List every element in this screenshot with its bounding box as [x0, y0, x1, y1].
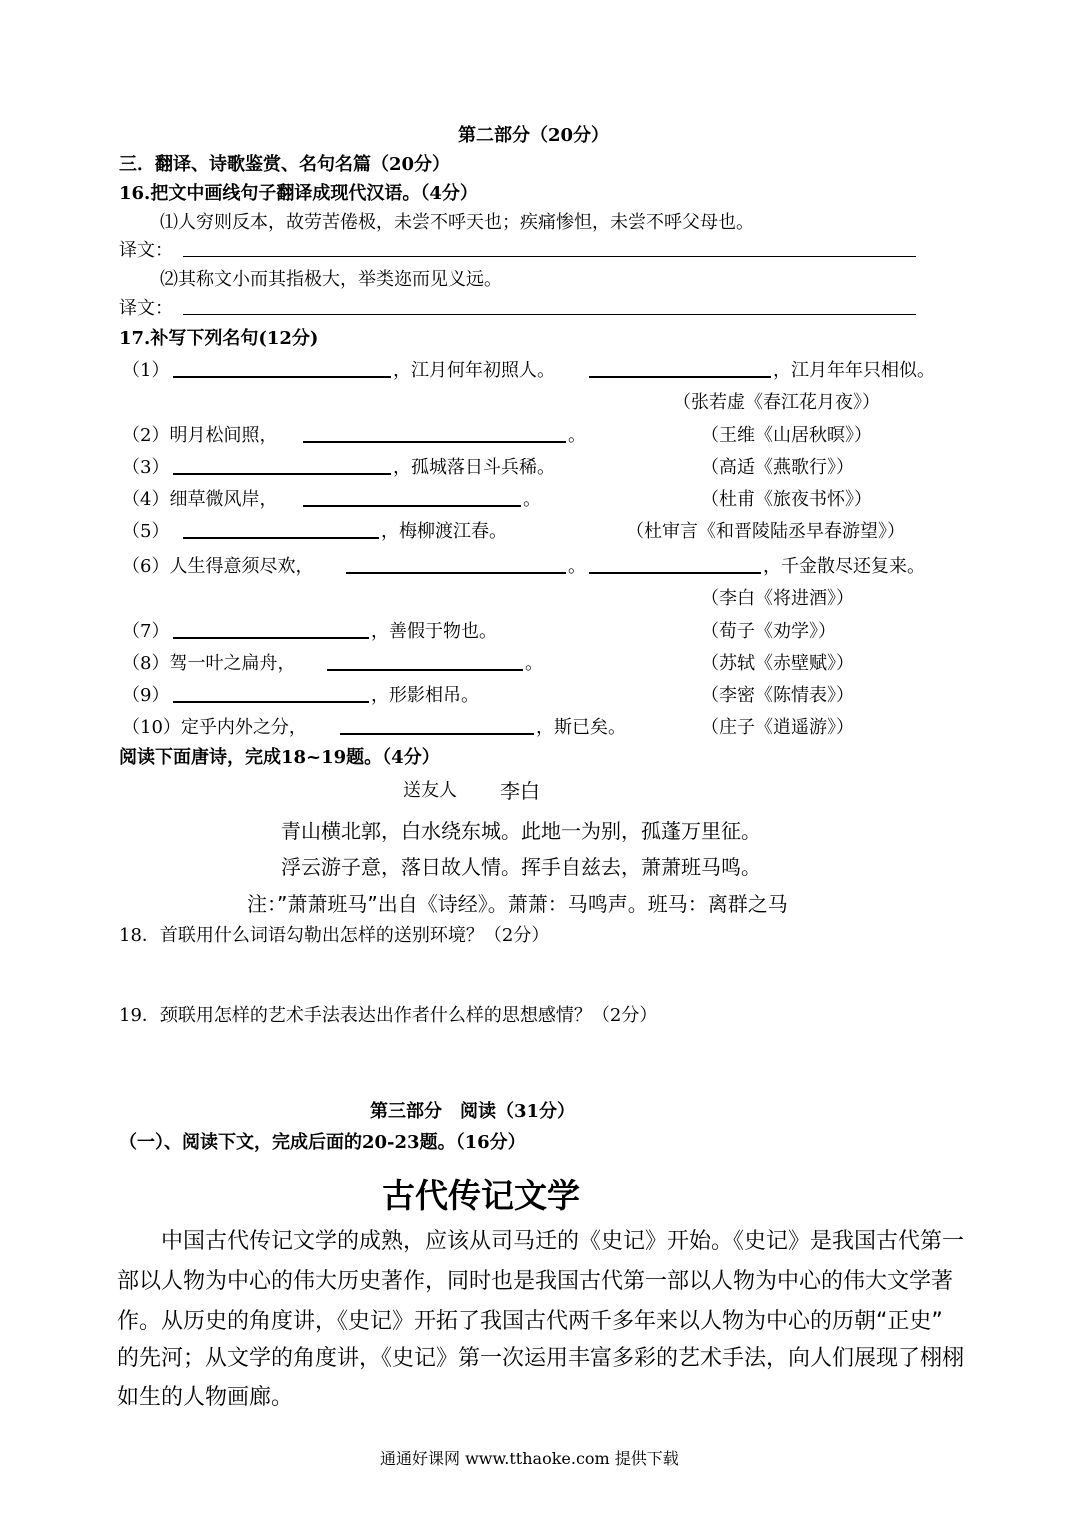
q17-item-6-num: （6）人生得意须尽欢，: [122, 556, 314, 577]
article-line-3: 作。从历史的角度讲，《史记》开拓了我国古代两千多年来以人物为中心的历朝“正史”: [117, 1309, 943, 1334]
blank-1b: [589, 376, 771, 378]
q17-item-8-end: 。: [525, 653, 543, 674]
q17-item-6-source: （李白《将进酒》）: [701, 588, 854, 609]
q17-item-10-num: （10）定乎内外之分，: [122, 717, 307, 738]
article-line-4: 的先河；从文学的角度讲，《史记》第一次运用丰富多彩的艺术手法，向人们展现了栩栩: [117, 1346, 965, 1371]
q17-item-2-source: （王维《山居秋暝》）: [701, 425, 872, 446]
blank-8: [327, 669, 523, 671]
q17-item-1-source: （张若虚《春江花月夜》）: [673, 392, 880, 413]
article-title: 古代传记文学: [382, 1176, 580, 1215]
blank-4: [303, 505, 521, 507]
poem-line-2: 浮云游子意，落日故人情。挥手自兹去，萧萧班马鸣。: [281, 855, 761, 879]
blank-7: [173, 637, 369, 639]
q17-item-5-source: （杜审言《和晋陵陆丞早春游望》）: [626, 521, 905, 542]
q16-translation-label-1: 译文：: [119, 240, 173, 261]
q18-text: 18．首联用什么词语勾勒出怎样的送别环境？（2分）: [119, 925, 550, 946]
poem-author: 李白: [500, 779, 540, 803]
article-line-1: 中国古代传记文学的成熟，应该从司马迁的《史记》开始。《史记》是我国古代第一: [117, 1229, 965, 1254]
part3-heading: 第三部分 阅读（31分）: [370, 1101, 576, 1122]
part2-heading: 第二部分（20分）: [458, 125, 610, 146]
q17-item-7-num: （7）: [122, 621, 170, 642]
part3-subheading: （一）、阅读下文，完成后面的20-23题。（16分）: [119, 1132, 526, 1153]
q17-item-7-source: （荀子《劝学》）: [701, 621, 836, 642]
q17-item-9-num: （9）: [122, 685, 170, 706]
q17-item-1-mid: ，江月何年初照人。: [393, 360, 555, 381]
translation-line-1: [183, 256, 916, 257]
blank-3: [173, 473, 391, 475]
q17-item-1-end: ，江月年年只相似。: [773, 360, 935, 381]
q16-translation-label-2: 译文：: [119, 298, 173, 319]
q17-item-5-num: （5）: [122, 521, 170, 542]
q17-item-2-num: （2）明月松间照，: [122, 425, 278, 446]
q17-item-3-source: （高适《燕歌行》）: [701, 457, 854, 478]
q19-text: 19．颈联用怎样的艺术手法表达出作者什么样的思想感情？（2分）: [119, 1005, 658, 1026]
section3-heading: 三．翻译、诗歌鉴赏、名句名篇（20分）: [119, 154, 451, 175]
q17-item-5-end: ，梅柳渡江春。: [381, 521, 507, 542]
q17-item-3-end: ，孤城落日斗兵稀。: [393, 457, 555, 478]
q17-item-3-num: （3）: [122, 457, 170, 478]
q17-title: 17.补写下列名句(12分): [119, 328, 319, 349]
q17-item-2-end: 。: [568, 425, 586, 446]
blank-10: [340, 733, 534, 735]
poem-intro: 阅读下面唐诗，完成18~19题。（4分）: [119, 747, 440, 768]
q17-item-9-end: ，形影相吊。: [371, 685, 479, 706]
poem-line-1: 青山横北郭，白水绕东城。此地一为别，孤蓬万里征。: [281, 819, 761, 843]
q16-sentence-2: ⑵其称文小而其指极大，举类迩而见义远。: [160, 269, 502, 290]
q17-item-10-end: ，斯已矣。: [536, 717, 626, 738]
q17-item-9-source: （李密《陈情表》）: [701, 685, 854, 706]
blank-6a: [346, 572, 566, 574]
q17-item-1-num: （1）: [122, 360, 170, 381]
blank-9: [173, 701, 369, 703]
q17-item-6-mid: 。: [568, 556, 586, 577]
article-line-5: 如生的人物画廊。: [117, 1385, 294, 1410]
q17-item-4-end: 。: [523, 489, 541, 510]
blank-5: [183, 537, 379, 539]
blank-6b: [589, 572, 761, 574]
q17-item-6-end: ，千金散尽还复来。: [763, 556, 925, 577]
q17-item-7-end: ，善假于物也。: [371, 621, 497, 642]
poem-title: 送友人: [403, 780, 457, 801]
q17-item-4-source: （杜甫《旅夜书怀》）: [701, 489, 872, 510]
poem-note: 注：”萧萧班马”出自《诗经》。萧萧：马鸣声。班马：离群之马: [247, 892, 788, 916]
q16-title: 16.把文中画线句子翻译成现代汉语。（4分）: [119, 183, 478, 204]
q17-item-8-source: （苏轼《赤壁赋》）: [701, 653, 854, 674]
q17-item-10-source: （庄子《逍遥游》）: [701, 717, 854, 738]
blank-2: [303, 441, 566, 443]
q16-sentence-1: ⑴人穷则反本，故劳苦倦极，未尝不呼天也；疾痛惨怛，未尝不呼父母也。: [160, 212, 754, 233]
translation-line-2: [183, 314, 916, 315]
blank-1a: [173, 376, 391, 378]
article-line-2: 部以人物为中心的伟大历史著作，同时也是我国古代第一部以人物为中心的伟大文学著: [117, 1269, 954, 1294]
q17-item-8-num: （8）驾一叶之扁舟，: [122, 653, 296, 674]
q17-item-4-num: （4）细草微风岸，: [122, 489, 278, 510]
page-footer: 通通好课网 www.tthaoke.com 提供下载: [380, 1449, 679, 1468]
